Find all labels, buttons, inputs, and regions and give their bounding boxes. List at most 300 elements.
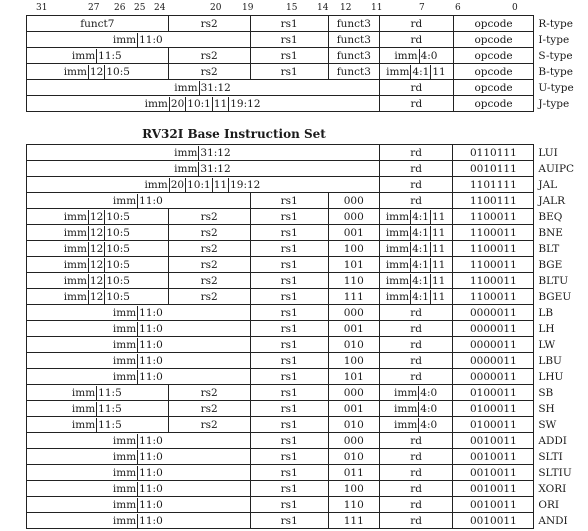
row-label: SLTI — [538, 450, 563, 463]
field-cell: 010 — [328, 337, 379, 353]
row-label: R-type — [538, 17, 573, 30]
field-cell: 010 — [328, 417, 379, 433]
imm-bit-range: 4:1 — [412, 290, 429, 303]
field-cell: 001 — [328, 225, 379, 241]
bit-position-label: 11 — [371, 3, 383, 13]
field-cell: rs1 — [250, 241, 328, 257]
imm-bit-range: 19:12 — [230, 97, 261, 110]
bit-position-label: 20 — [210, 3, 222, 13]
table-row — [27, 449, 588, 465]
imm-bit-range: 4:0 — [420, 386, 438, 399]
field-cell: rs1 — [250, 497, 328, 513]
field-cell — [379, 289, 453, 305]
field-cell — [27, 96, 380, 112]
field-cell — [27, 321, 251, 337]
field-cell: rd — [379, 369, 453, 385]
table-row — [27, 401, 588, 417]
field-cell: rs1 — [250, 289, 328, 305]
row-label: LHU — [538, 370, 564, 383]
field-cell: rd — [379, 353, 453, 369]
field-cell: 0110111 — [453, 145, 534, 161]
field-cell — [379, 273, 453, 289]
imm-bit-range: 4:0 — [420, 402, 438, 415]
imm-bit-range: 11:5 — [98, 49, 122, 62]
imm-bit-range: 11 — [213, 97, 228, 110]
table-row — [27, 161, 588, 177]
field-cell — [27, 513, 251, 529]
field-cell: rd — [379, 497, 453, 513]
field-cell: opcode — [453, 96, 534, 112]
field-cell: rs1 — [250, 401, 328, 417]
field-cell — [27, 401, 169, 417]
table-row — [27, 321, 588, 337]
field-cell: rs1 — [250, 337, 328, 353]
row-label: U-type — [538, 81, 574, 94]
field-cell: rd — [379, 161, 453, 177]
field-cell: 1100011 — [453, 241, 534, 257]
bit-position-label: 0 — [512, 3, 518, 13]
imm-label: imm — [394, 49, 418, 62]
row-label: LW — [538, 338, 556, 351]
field-cell: rs2 — [168, 417, 250, 433]
field-cell — [27, 465, 251, 481]
field-cell: 000 — [328, 305, 379, 321]
imm-bit-range: 31:12 — [200, 81, 231, 94]
field-cell: rs1 — [250, 417, 328, 433]
imm-label: imm — [112, 434, 137, 447]
table-row — [27, 209, 588, 225]
table-row — [27, 96, 588, 112]
field-cell: funct3 — [328, 64, 379, 80]
imm-bit-range: 4:1 — [412, 65, 430, 78]
table-row — [27, 32, 588, 48]
imm-bit-range: 10:5 — [106, 226, 130, 239]
field-cell — [27, 305, 251, 321]
field-cell: rd — [379, 177, 453, 193]
imm-label: imm — [71, 386, 96, 399]
field-cell: rs1 — [250, 48, 328, 64]
row-label: B-type — [538, 65, 573, 78]
imm-bit-range: 10:5 — [106, 290, 130, 303]
row-label: LUI — [538, 146, 558, 159]
imm-bit-range: 4:1 — [412, 210, 429, 223]
table-row — [27, 337, 588, 353]
field-cell: rs2 — [168, 209, 250, 225]
section-title: RV32I Base Instruction Set — [142, 127, 326, 141]
field-cell: rd — [379, 305, 453, 321]
imm-bit-range: 12 — [89, 210, 104, 223]
field-cell — [27, 145, 380, 161]
table-row — [27, 369, 588, 385]
field-cell — [27, 32, 251, 48]
imm-bit-range: 4:0 — [420, 418, 438, 431]
field-cell: 0010111 — [453, 161, 534, 177]
field-cell: opcode — [453, 16, 534, 32]
imm-label: imm — [174, 81, 198, 94]
table-row — [27, 513, 588, 529]
row-label: J-type — [538, 97, 570, 110]
imm-bit-range: 11 — [432, 210, 446, 223]
row-label: SH — [538, 402, 555, 415]
field-cell — [380, 48, 454, 64]
table-row — [27, 48, 588, 64]
imm-label: imm — [385, 226, 410, 239]
field-cell: opcode — [453, 32, 534, 48]
imm-bit-range: 11:0 — [139, 466, 163, 479]
imm-label: imm — [63, 210, 87, 223]
table-row — [27, 353, 588, 369]
imm-bit-range: 11:0 — [139, 434, 163, 447]
imm-bit-range: 11:5 — [98, 386, 122, 399]
imm-bit-range: 4:0 — [420, 49, 438, 62]
table-row — [27, 273, 588, 289]
imm-bit-range: 11:0 — [139, 482, 163, 495]
row-label: XORI — [538, 482, 567, 495]
field-cell — [27, 177, 380, 193]
field-cell: rd — [380, 80, 454, 96]
imm-bit-range: 4:1 — [412, 258, 429, 271]
imm-label: imm — [63, 242, 87, 255]
imm-label: imm — [385, 242, 410, 255]
table-row — [27, 257, 588, 273]
field-cell: 0010011 — [453, 513, 534, 529]
imm-bit-range: 20 — [170, 97, 185, 110]
field-cell — [27, 273, 169, 289]
bit-position-label: 24 — [154, 3, 166, 13]
imm-bit-range: 11 — [432, 226, 446, 239]
bit-position-label: 7 — [419, 3, 425, 13]
field-cell: 0010011 — [453, 449, 534, 465]
field-cell: rs1 — [250, 16, 328, 32]
instruction-set-table — [26, 144, 588, 529]
row-label: BLT — [538, 242, 560, 255]
table-row — [27, 465, 588, 481]
table-row — [27, 497, 588, 513]
field-cell: rs1 — [250, 193, 328, 209]
imm-bit-range: 12 — [89, 290, 104, 303]
field-cell: 0000011 — [453, 321, 534, 337]
field-cell: 000 — [328, 385, 379, 401]
field-cell: 000 — [328, 193, 379, 209]
imm-label: imm — [63, 65, 87, 78]
field-cell: 110 — [328, 497, 379, 513]
row-label: JALR — [538, 194, 566, 207]
field-cell: 0000011 — [453, 353, 534, 369]
field-cell: rs1 — [250, 513, 328, 529]
field-cell: rs2 — [168, 401, 250, 417]
imm-bit-range: 31:12 — [200, 162, 231, 175]
imm-label: imm — [112, 450, 137, 463]
imm-label: imm — [63, 290, 87, 303]
row-label: S-type — [538, 49, 573, 62]
field-cell — [27, 48, 169, 64]
field-cell: rs2 — [168, 225, 250, 241]
bit-position-label: 6 — [455, 3, 461, 13]
field-cell: rs1 — [250, 433, 328, 449]
field-cell: 001 — [328, 321, 379, 337]
field-cell: 0010011 — [453, 497, 534, 513]
field-cell: rd — [380, 32, 454, 48]
imm-bit-range: 11:5 — [98, 402, 122, 415]
field-cell: 0010011 — [453, 465, 534, 481]
imm-label: imm — [144, 178, 168, 191]
table-row — [27, 80, 588, 96]
row-label: BNE — [538, 226, 563, 239]
row-label: BEQ — [538, 210, 563, 223]
table-row — [27, 16, 588, 32]
field-cell: 110 — [328, 273, 379, 289]
imm-label: imm — [394, 386, 418, 399]
field-cell: 1100111 — [453, 193, 534, 209]
field-cell — [27, 481, 251, 497]
imm-label: imm — [385, 274, 410, 287]
field-cell: rd — [379, 433, 453, 449]
field-cell — [27, 241, 169, 257]
imm-bit-range: 11:0 — [139, 194, 163, 207]
bit-position-label: 12 — [340, 3, 352, 13]
field-cell — [27, 64, 169, 80]
field-cell: 1101111 — [453, 177, 534, 193]
table-row — [27, 177, 588, 193]
row-label: JAL — [538, 178, 558, 191]
bit-position-label: 26 — [114, 3, 126, 13]
imm-bit-range: 10:5 — [106, 242, 130, 255]
field-cell: rd — [379, 465, 453, 481]
imm-label: imm — [174, 146, 198, 159]
field-cell: rs2 — [168, 16, 250, 32]
table-row — [27, 145, 588, 161]
row-label: SLTIU — [538, 466, 572, 479]
field-cell: 101 — [328, 369, 379, 385]
field-cell — [27, 449, 251, 465]
field-cell: 0000011 — [453, 369, 534, 385]
field-cell — [379, 209, 453, 225]
field-cell — [27, 369, 251, 385]
row-label: ADDI — [538, 434, 567, 447]
bit-position-label: 19 — [242, 3, 254, 13]
field-cell — [27, 289, 169, 305]
field-cell: rd — [379, 321, 453, 337]
imm-label: imm — [112, 338, 137, 351]
field-cell: rs2 — [168, 64, 250, 80]
field-cell: rs1 — [250, 64, 328, 80]
field-cell — [379, 401, 453, 417]
field-cell: rs2 — [168, 273, 250, 289]
imm-label: imm — [63, 226, 87, 239]
imm-label: imm — [112, 306, 137, 319]
field-cell — [27, 209, 169, 225]
imm-bit-range: 19:12 — [230, 178, 261, 191]
field-cell: 010 — [328, 449, 379, 465]
field-cell: rs1 — [250, 385, 328, 401]
imm-bit-range: 11:0 — [139, 450, 163, 463]
field-cell: 1100011 — [453, 225, 534, 241]
imm-bit-range: 4:1 — [412, 226, 429, 239]
field-cell: rs1 — [250, 449, 328, 465]
field-cell: rs2 — [168, 48, 250, 64]
imm-bit-range: 11:5 — [98, 418, 122, 431]
imm-bit-range: 11 — [432, 242, 446, 255]
imm-bit-range: 11:0 — [139, 33, 163, 46]
field-cell: 100 — [328, 241, 379, 257]
field-cell — [27, 417, 169, 433]
table-row — [27, 289, 588, 305]
field-cell — [379, 257, 453, 273]
table-row — [27, 193, 588, 209]
field-cell: rs1 — [250, 305, 328, 321]
field-cell: 001 — [328, 401, 379, 417]
field-cell: funct7 — [27, 16, 169, 32]
field-cell: 1100011 — [453, 209, 534, 225]
field-cell: 111 — [328, 289, 379, 305]
field-cell: rs1 — [250, 369, 328, 385]
field-cell: funct3 — [328, 32, 379, 48]
imm-bit-range: 20 — [170, 178, 185, 191]
field-cell: funct3 — [328, 48, 379, 64]
imm-bit-range: 11:0 — [139, 370, 163, 383]
imm-label: imm — [385, 290, 410, 303]
table-row — [27, 481, 588, 497]
field-cell — [379, 225, 453, 241]
field-cell: opcode — [453, 48, 534, 64]
field-cell: 1100011 — [453, 289, 534, 305]
field-cell — [379, 417, 453, 433]
field-cell: rs2 — [168, 241, 250, 257]
field-cell — [27, 193, 251, 209]
imm-label: imm — [112, 33, 137, 46]
field-cell: rd — [379, 481, 453, 497]
field-cell: 0100011 — [453, 385, 534, 401]
field-cell: opcode — [453, 64, 534, 80]
imm-label: imm — [112, 194, 137, 207]
imm-bit-range: 12 — [89, 258, 104, 271]
imm-bit-range: 11:0 — [139, 338, 163, 351]
field-cell — [27, 80, 380, 96]
row-label: SW — [538, 418, 557, 431]
imm-bit-range: 12 — [89, 242, 104, 255]
field-cell: 0100011 — [453, 401, 534, 417]
field-cell: 100 — [328, 481, 379, 497]
field-cell — [380, 64, 454, 80]
row-label: LBU — [538, 354, 562, 367]
table-row — [27, 433, 588, 449]
imm-bit-range: 10:5 — [106, 274, 130, 287]
field-cell: rd — [379, 449, 453, 465]
bit-position-label: 14 — [317, 3, 329, 13]
imm-label: imm — [71, 418, 96, 431]
imm-bit-range: 12 — [89, 65, 104, 78]
row-label: I-type — [538, 33, 570, 46]
field-cell: rd — [379, 145, 453, 161]
field-cell — [27, 497, 251, 513]
field-cell: 1100011 — [453, 257, 534, 273]
imm-bit-range: 11:0 — [139, 306, 163, 319]
imm-label: imm — [112, 354, 137, 367]
bit-position-label: 25 — [134, 3, 146, 13]
row-label: BLTU — [538, 274, 569, 287]
imm-label: imm — [394, 418, 418, 431]
imm-bit-range: 11 — [432, 65, 446, 78]
imm-bit-range: 11 — [213, 178, 228, 191]
imm-bit-range: 31:12 — [200, 146, 231, 159]
imm-bit-range: 11:0 — [139, 514, 163, 527]
field-cell: rs1 — [250, 209, 328, 225]
field-cell: rs1 — [250, 257, 328, 273]
field-cell: 101 — [328, 257, 379, 273]
field-cell — [27, 161, 380, 177]
imm-bit-range: 11 — [432, 290, 446, 303]
field-cell: 000 — [328, 433, 379, 449]
imm-bit-range: 11 — [432, 258, 446, 271]
row-label: LB — [538, 306, 554, 319]
field-cell: 0010011 — [453, 433, 534, 449]
field-cell: rs1 — [250, 32, 328, 48]
imm-bit-range: 11:0 — [139, 498, 163, 511]
table-row — [27, 417, 588, 433]
imm-label: imm — [63, 258, 87, 271]
imm-label: imm — [112, 322, 137, 335]
imm-label: imm — [174, 162, 198, 175]
field-cell: 111 — [328, 513, 379, 529]
row-label: BGEU — [538, 290, 572, 303]
imm-bit-range: 10:1 — [187, 97, 211, 110]
imm-bit-range: 12 — [89, 274, 104, 287]
imm-bit-range: 12 — [89, 226, 104, 239]
field-cell: 0100011 — [453, 417, 534, 433]
field-cell — [379, 241, 453, 257]
imm-label: imm — [144, 97, 168, 110]
field-cell — [27, 433, 251, 449]
field-cell — [27, 353, 251, 369]
row-label: AUIPC — [538, 162, 575, 175]
imm-label: imm — [385, 258, 410, 271]
row-label: SB — [538, 386, 554, 399]
field-cell — [27, 257, 169, 273]
field-cell: rs2 — [168, 257, 250, 273]
row-label: ANDI — [538, 514, 568, 527]
row-label: LH — [538, 322, 555, 335]
field-cell: rs2 — [168, 289, 250, 305]
table-row — [27, 225, 588, 241]
field-cell: rs1 — [250, 225, 328, 241]
imm-label: imm — [112, 514, 137, 527]
bit-position-label: 31 — [36, 3, 48, 13]
imm-label: imm — [112, 498, 137, 511]
row-label: BGE — [538, 258, 563, 271]
field-cell: rs2 — [168, 385, 250, 401]
row-label: ORI — [538, 498, 560, 511]
table-row — [27, 305, 588, 321]
field-cell: rs1 — [250, 353, 328, 369]
field-cell: funct3 — [328, 16, 379, 32]
bit-position-label: 27 — [88, 3, 100, 13]
field-cell: rd — [380, 96, 454, 112]
imm-bit-range: 4:1 — [412, 242, 429, 255]
field-cell — [27, 337, 251, 353]
imm-bit-range: 11:0 — [139, 322, 163, 335]
imm-bit-range: 10:5 — [106, 210, 130, 223]
field-cell: rd — [379, 193, 453, 209]
field-cell: 100 — [328, 353, 379, 369]
field-cell: 1100011 — [453, 273, 534, 289]
imm-label: imm — [385, 210, 410, 223]
imm-bit-range: 10:1 — [187, 178, 211, 191]
imm-label: imm — [112, 482, 137, 495]
field-cell: 0010011 — [453, 481, 534, 497]
imm-label: imm — [386, 65, 410, 78]
field-cell: rs1 — [250, 481, 328, 497]
field-cell: rd — [380, 16, 454, 32]
